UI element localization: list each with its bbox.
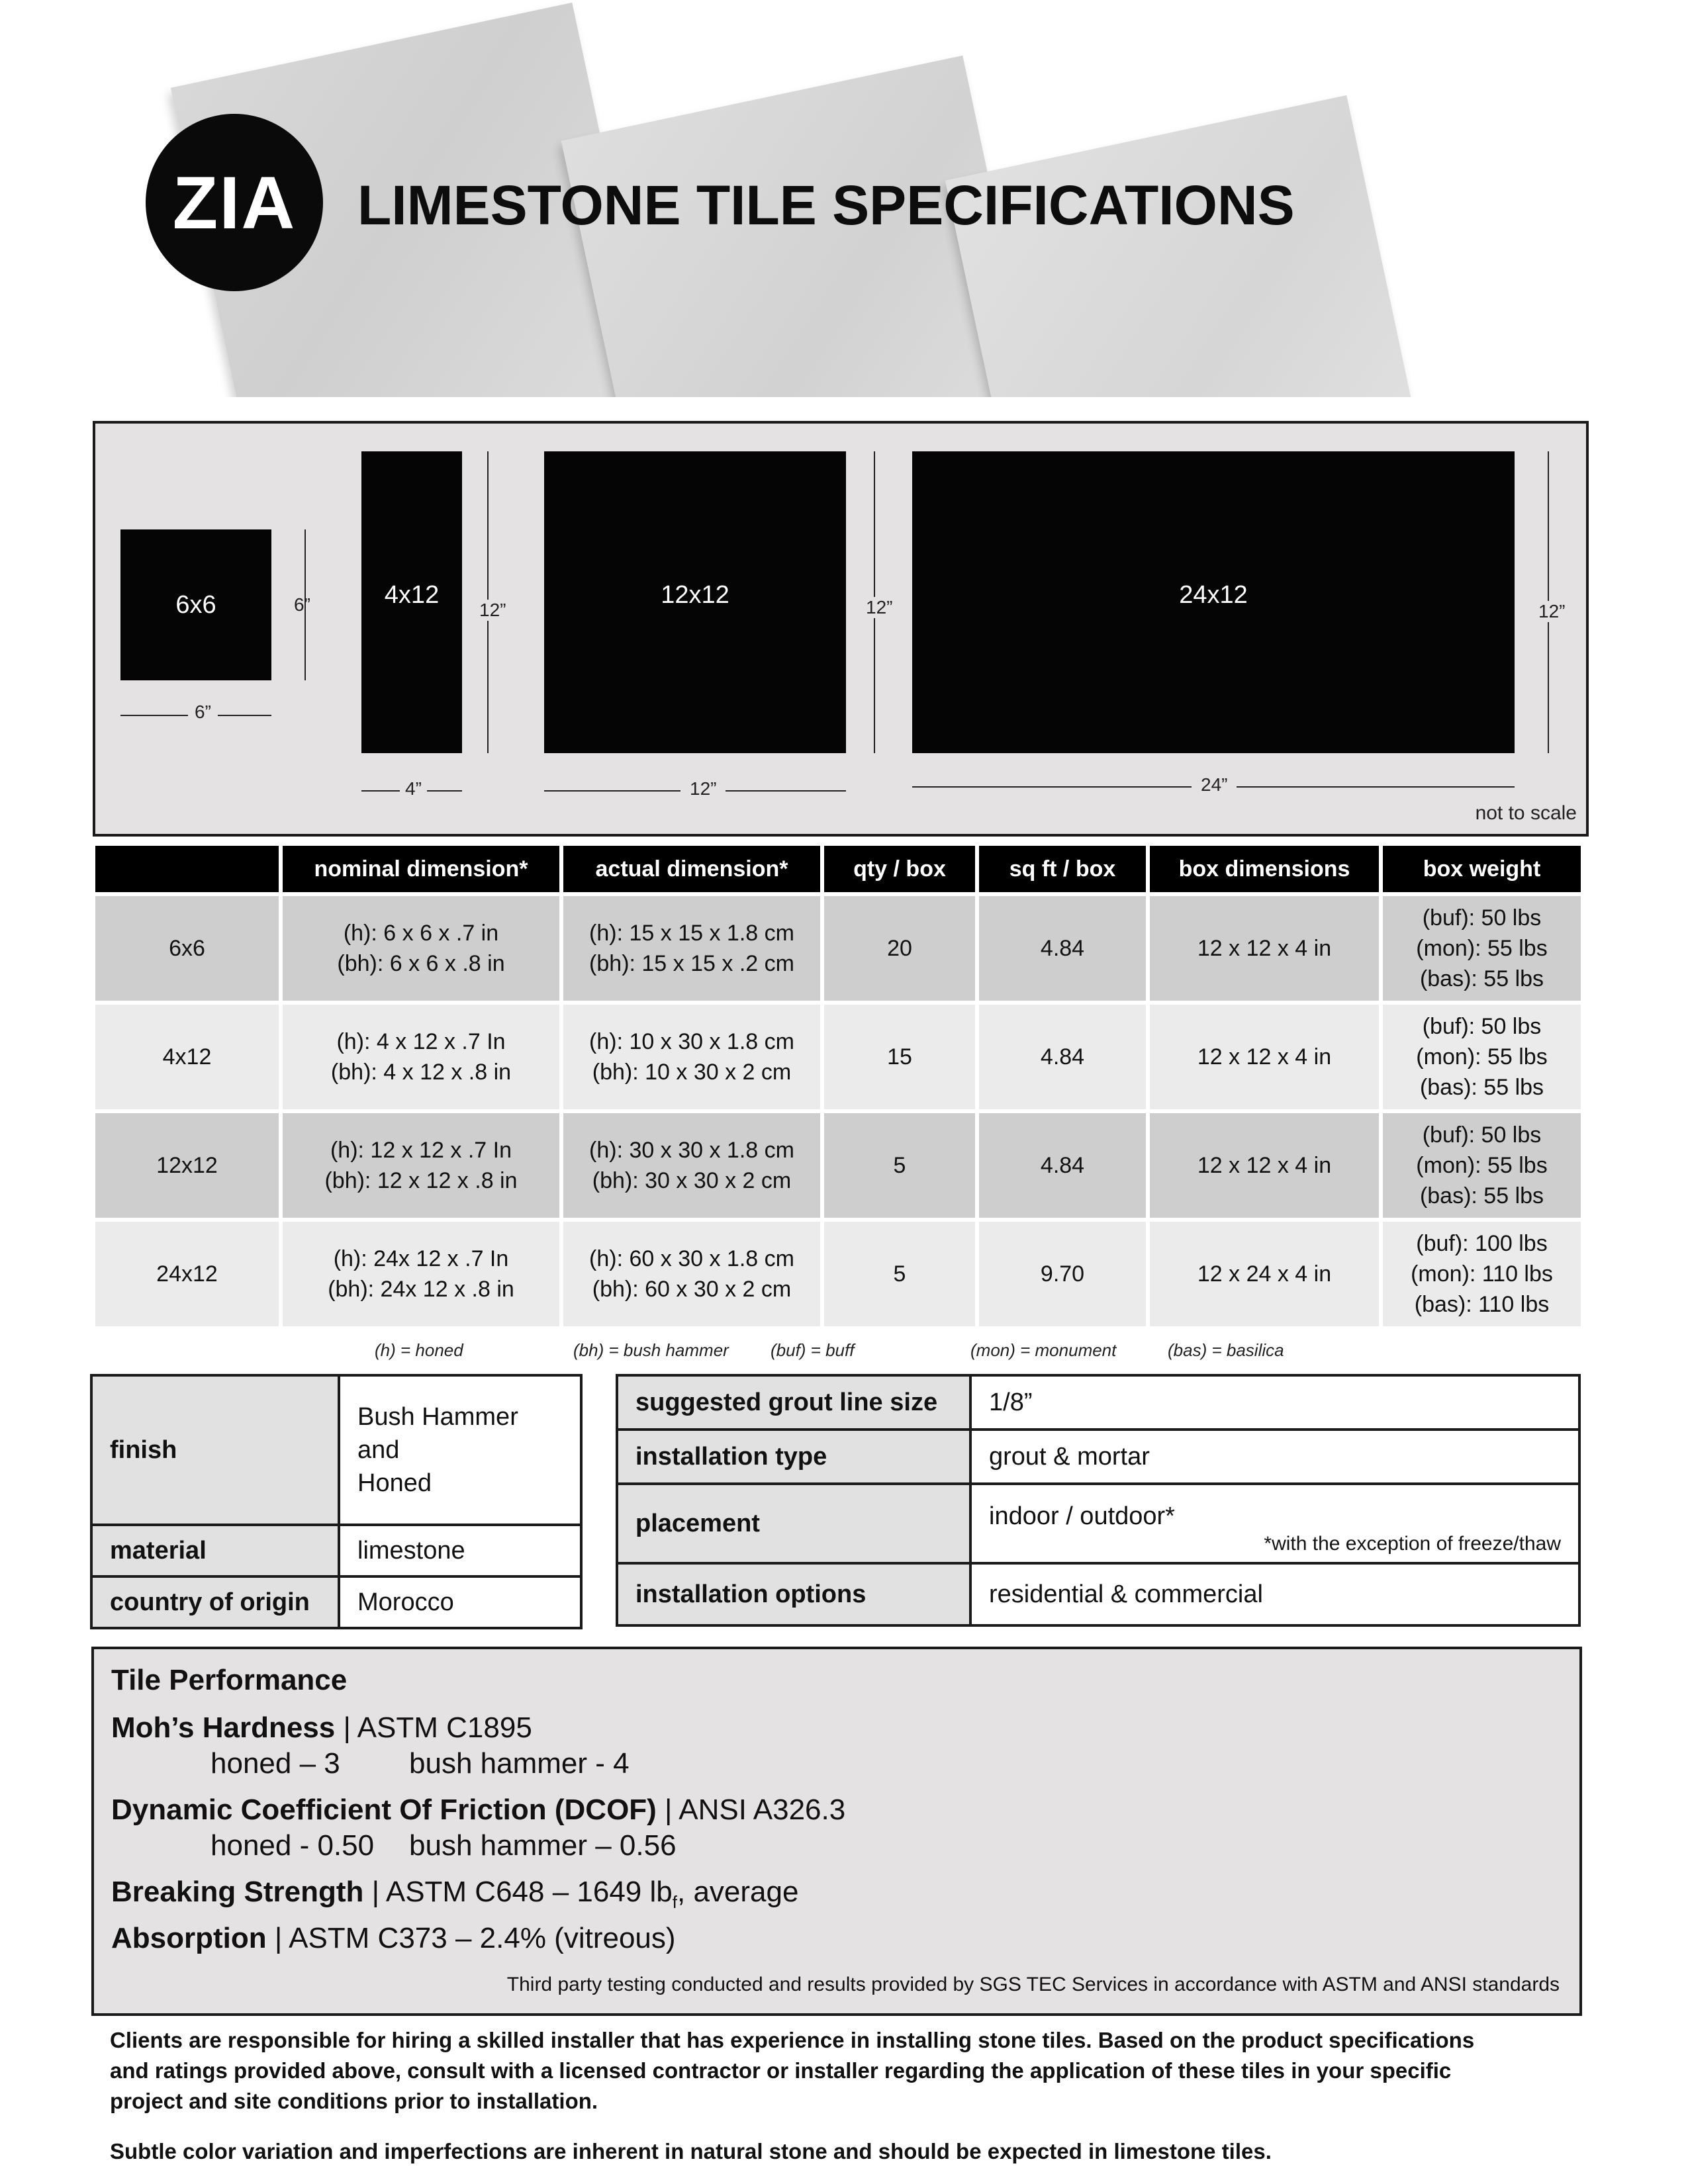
tile-24x12-width: 24” <box>1192 774 1237 796</box>
testing-footnote: Third party testing conducted and results provided by SGS TEC Services in accordance with ASTM and ANSI standards <box>506 1974 1560 1995</box>
mohs-hardness: Moh’s Hardness | ASTM C1895 <box>111 1711 532 1744</box>
disclaimer-line-2: and ratings provided above, consult with a licensed contractor or installer regarding the application of these tiles in your specific <box>110 2058 1452 2083</box>
legend-buff: (buf) = buff <box>771 1340 855 1360</box>
dcof: Dynamic Coefficient Of Friction (DCOF) | ANSI A326.3 <box>111 1794 846 1826</box>
install-type-row <box>617 1430 1579 1484</box>
cell-nominal: (h): 6 x 6 x .7 in (bh): 6 x 6 x .8 in <box>281 894 561 1003</box>
placement-note: *with the exception of freeze/thaw <box>1264 1533 1561 1555</box>
origin-row <box>91 1576 581 1628</box>
cell-qty: 15 <box>822 1003 977 1111</box>
header-sqft: sq ft / box <box>977 846 1148 894</box>
origin-label: country of origin <box>91 1576 339 1628</box>
cell-weight: (buf): 50 lbs (mon): 55 lbs (bas): 55 lbs <box>1381 894 1581 1003</box>
header-nominal: nominal dimension* <box>281 846 561 894</box>
disclaimer-line-4: Subtle color variation and imperfections are inherent in natural stone and should be expected in limestone tiles. <box>110 2139 1272 2163</box>
placement-value: indoor / outdoor* *with the exception of freeze/thaw <box>970 1484 1579 1563</box>
cell-sqft: 4.84 <box>977 894 1148 1003</box>
cell-nominal: (h): 12 x 12 x .7 In (bh): 12 x 12 x .8 in <box>281 1111 561 1220</box>
cell-actual: (h): 15 x 15 x 1.8 cm (bh): 15 x 15 x .2 cm <box>561 894 822 1003</box>
material-label: material <box>91 1525 339 1576</box>
legend-basilica: (bas) = basilica <box>1168 1340 1284 1360</box>
absorption: Absorption | ASTM C373 – 2.4% (vitreous) <box>111 1922 676 1954</box>
finish-value: Bush Hammer and Honed <box>339 1375 581 1525</box>
cell-actual: (h): 10 x 30 x 1.8 cm (bh): 10 x 30 x 2 cm <box>561 1003 822 1111</box>
grout-row <box>617 1375 1579 1430</box>
table-row <box>95 1111 1581 1220</box>
header-box-dim: box dimensions <box>1148 846 1381 894</box>
legend-bush-hammer: (bh) = bush hammer <box>573 1340 729 1360</box>
tile-6x6-height: 6” <box>294 594 310 615</box>
finish-label: finish <box>91 1375 339 1525</box>
cell-actual: (h): 30 x 30 x 1.8 cm (bh): 30 x 30 x 2 cm <box>561 1111 822 1220</box>
material-value: limestone <box>339 1525 581 1576</box>
tile-4x12-height: 12” <box>479 600 506 620</box>
grout-value: 1/8” <box>970 1375 1579 1430</box>
tile-24x12: 24x12 <box>912 451 1515 753</box>
cell-size: 4x12 <box>95 1003 281 1111</box>
install-type-value: grout & mortar <box>970 1430 1579 1484</box>
cell-box-dim: 12 x 24 x 4 in <box>1148 1220 1381 1326</box>
header-blank <box>95 846 281 894</box>
cell-box-dim: 12 x 12 x 4 in <box>1148 1111 1381 1220</box>
cell-weight: (buf): 50 lbs (mon): 55 lbs (bas): 55 lbs <box>1381 1111 1581 1220</box>
mohs-honed: honed – 3 <box>211 1747 340 1780</box>
performance-title: Tile Performance <box>111 1664 348 1696</box>
header-qty: qty / box <box>822 846 977 894</box>
legend-honed: (h) = honed <box>375 1340 463 1360</box>
dcof-honed: honed - 0.50 <box>211 1829 375 1862</box>
disclaimer-line-1: Clients are responsible for hiring a skilled installer that has experience in installing stone tiles. Based on the product specifications <box>110 2028 1475 2052</box>
breaking-strength: Breaking Strength | ASTM C648 – 1649 $lb_f$, average <box>111 1876 799 1912</box>
tile-size-diagram <box>93 421 1589 837</box>
tile-4x12-width: 4” <box>400 778 427 799</box>
spec-table <box>95 846 1581 1326</box>
tile-24x12-height: 12” <box>1538 601 1566 621</box>
placement-label: placement <box>617 1484 970 1563</box>
cell-size: 24x12 <box>95 1220 281 1326</box>
tile-12x12-height: 12” <box>866 597 893 617</box>
finish-row <box>91 1375 581 1525</box>
cell-size: 12x12 <box>95 1111 281 1220</box>
page-title: LIMESTONE TILE SPECIFICATIONS <box>357 174 1295 236</box>
install-type-label: installation type <box>617 1430 970 1484</box>
cell-box-dim: 12 x 12 x 4 in <box>1148 894 1381 1003</box>
grout-label: suggested grout line size <box>617 1375 970 1430</box>
options-value: residential & commercial <box>970 1563 1579 1625</box>
dcof-bush-hammer: bush hammer – 0.56 <box>409 1829 677 1862</box>
cell-box-dim: 12 x 12 x 4 in <box>1148 1003 1381 1111</box>
tile-performance-box <box>91 1647 1582 2016</box>
not-to-scale-note: not to scale <box>1475 802 1577 824</box>
spec-header-row <box>95 846 1581 894</box>
cell-nominal: (h): 24x 12 x .7 In (bh): 24x 12 x .8 in <box>281 1220 561 1326</box>
tile-6x6: 6x6 <box>120 529 271 680</box>
cell-qty: 5 <box>822 1111 977 1220</box>
material-row <box>91 1525 581 1576</box>
mohs-bush-hammer: bush hammer - 4 <box>409 1747 630 1780</box>
options-row <box>617 1563 1579 1625</box>
cell-qty: 20 <box>822 894 977 1003</box>
cell-qty: 5 <box>822 1220 977 1326</box>
origin-value: Morocco <box>339 1576 581 1628</box>
tile-12x12-width: 12” <box>680 778 726 799</box>
cell-actual: (h): 60 x 30 x 1.8 cm (bh): 60 x 30 x 2 cm <box>561 1220 822 1326</box>
cell-weight: (buf): 50 lbs (mon): 55 lbs (bas): 55 lbs <box>1381 1003 1581 1111</box>
cell-sqft: 4.84 <box>977 1111 1148 1220</box>
header-actual: actual dimension* <box>561 846 822 894</box>
tile-12x12: 12x12 <box>544 451 846 753</box>
tile-4x12: 4x12 <box>361 451 462 753</box>
material-info-table <box>90 1374 583 1629</box>
table-row <box>95 1220 1581 1326</box>
disclaimer-line-3: project and site conditions prior to installation. <box>110 2089 598 2113</box>
table-row <box>95 1003 1581 1111</box>
zia-logo: ZIA <box>146 114 323 291</box>
installation-info-table <box>616 1374 1581 1627</box>
cell-size: 6x6 <box>95 894 281 1003</box>
options-label: installation options <box>617 1563 970 1625</box>
placement-row <box>617 1484 1579 1563</box>
cell-sqft: 4.84 <box>977 1003 1148 1111</box>
header-box-weight: box weight <box>1381 846 1581 894</box>
legend-monument: (mon) = monument <box>970 1340 1117 1360</box>
cell-nominal: (h): 4 x 12 x .7 In (bh): 4 x 12 x .8 in <box>281 1003 561 1111</box>
tile-6x6-width: 6” <box>188 702 218 723</box>
cell-sqft: 9.70 <box>977 1220 1148 1326</box>
cell-weight: (buf): 100 lbs (mon): 110 lbs (bas): 110 lbs <box>1381 1220 1581 1326</box>
table-row <box>95 894 1581 1003</box>
